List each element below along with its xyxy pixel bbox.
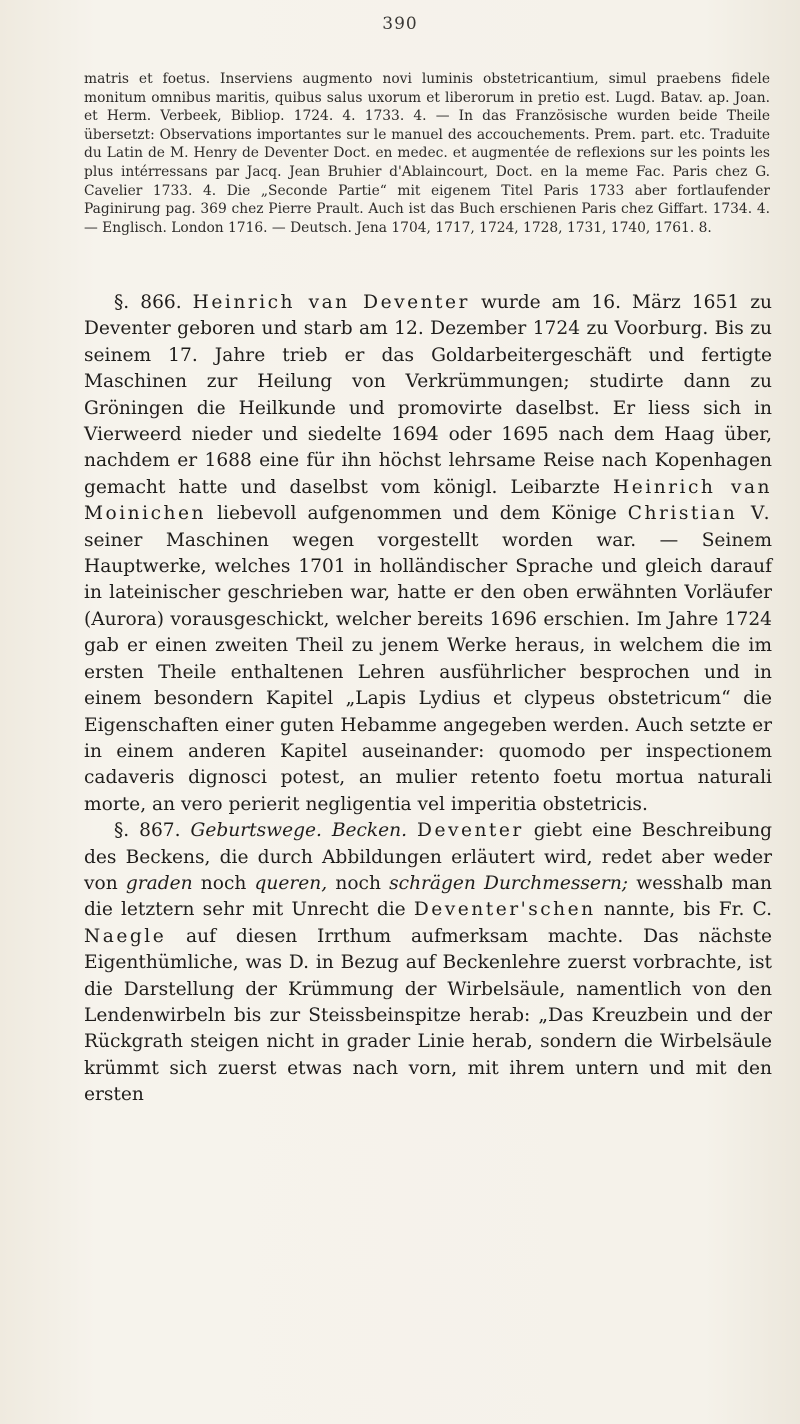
paragraph-text: wesshalb man die letztern sehr mit Unrecht die xyxy=(84,872,773,921)
paragraph-text: noch xyxy=(200,872,247,894)
person-name: Christian V. xyxy=(627,503,772,525)
emphasis: queren, xyxy=(254,872,328,894)
section-heading: Geburtswege. Becken. xyxy=(190,820,408,842)
person-name: Deventer xyxy=(417,820,524,842)
page-number: 390 xyxy=(382,14,418,34)
paragraph-text: auf diesen Irrthum aufmerksam machte. Das nächste Eigenthümliche, was D. in Bezug auf Beckenlehre zuerst vorbrachte, ist die Darstellung der Krümmung der Wirbelsäule, namentlich von den Lendenwirbeln bis zur Steissbeinspitze herab: „Das Kreuzbein und der Rückgrath steigen nicht in grader Linie herab, sondern die Wirbelsäule krümmt sich zuerst etwas nach vorn, mit ihrem untern und mit den ersten xyxy=(84,925,772,1106)
paragraph-text: liebevoll aufgenommen und dem Könige xyxy=(217,503,617,525)
person-name: Naegle xyxy=(84,925,167,947)
paragraph-867 xyxy=(84,818,772,1108)
person-name: Heinrich van Moinichen xyxy=(84,476,773,525)
paragraph-text: seiner Maschinen wegen vorgestellt worden war. — Seinem Hauptwerke, welches 1701 in holländischer Sprache und gleich darauf in lateinischer geschrieben war, hatte er den oben erwähnten Vorläufer (Aurora) vorausgeschickt, welcher bereits 1696 erschien. Im Jahre 1724 gab er einen zweiten Theil zu jenem Werke heraus, in welchem die im ersten Theile enthaltenen Lehren ausführlicher besprochen und in einem besondern Kapitel „Lapis Lydius et clypeus obstetricum“ die Eigenschaften einer guten Hebamme angegeben werden. Auch setzte er in einem anderen Kapitel auseinander: quomodo per inspectionem cadaveris dignosci potest, an mulier retento foetu mortua naturali morte, an vero perierit negligentia vel imperitia obstetricis. xyxy=(84,529,772,815)
footnote-text: matris et foetus. Inserviens augmento novi luminis obstetricantium, simul praebens fidele monitum omnibus maritis, quibus salus uxorum et liberorum in pretio est. Lugd. Batav. ap. Joan. et Herm. Verbeek, Bibliop. 1724. 4. 1733. 4. — In das Französische wurden beide Theile übersetzt: Observations importantes sur le manuel des accouchements. Prem. part. etc. Traduite du Latin de M. Henry de Deventer Doct. en medec. et augmentée de reflexions sur les points les plus intérressans par Jacq. Jean Bruhier d'Ablaincourt, Doct. en la meme Fac. Paris chez G. Cavelier 1733. 4. Die „Seconde Partie“ mit eigenem Titel Paris 1733 aber fortlaufender Paginirung pag. 369 chez Pierre Prault. Auch ist das Buch erschienen Paris chez Giffart. 1734. 4. — Englisch. London 1716. — Deutsch. Jena 1704, 1717, 1724, 1728, 1731, 1740, 1761. 8. xyxy=(84,71,770,236)
main-text xyxy=(84,290,772,1109)
paragraph-text: giebt eine Beschreibung des Beckens, die durch Abbildungen erläutert wird, redet aber weder von xyxy=(84,820,772,894)
section-number: §. 867. xyxy=(114,820,181,842)
person-name: Deventer'schen xyxy=(413,899,596,921)
paragraph-text: nannte, bis Fr. C. xyxy=(603,899,772,921)
person-name: Heinrich van Deventer xyxy=(192,292,470,313)
section-number: §. 866. xyxy=(114,292,182,313)
paragraph-text: noch xyxy=(335,872,381,894)
paragraph-866 xyxy=(84,290,772,818)
emphasis: graden xyxy=(125,872,193,894)
paragraph-text: wurde am 16. März 1651 zu Deventer geboren und starb am 12. Dezember 1724 zu Voorburg. Bis zu seinem 17. Jahre trieb er das Goldarbeitergeschäft und fertigte Maschinen zur Heilung von Verkrümmungen; studirte dann zu Gröningen die Heilkunde und promovirte daselbst. Er liess sich in Vierweerd nieder und siedelte 1694 oder 1695 nach dem Haag über, nachdem er 1688 eine für ihn höchst lehrsame Reise nach Kopenhagen gemacht hatte und daselbst vom königl. Leibarzte xyxy=(84,292,772,498)
emphasis: schrägen Durchmessern; xyxy=(389,872,629,894)
